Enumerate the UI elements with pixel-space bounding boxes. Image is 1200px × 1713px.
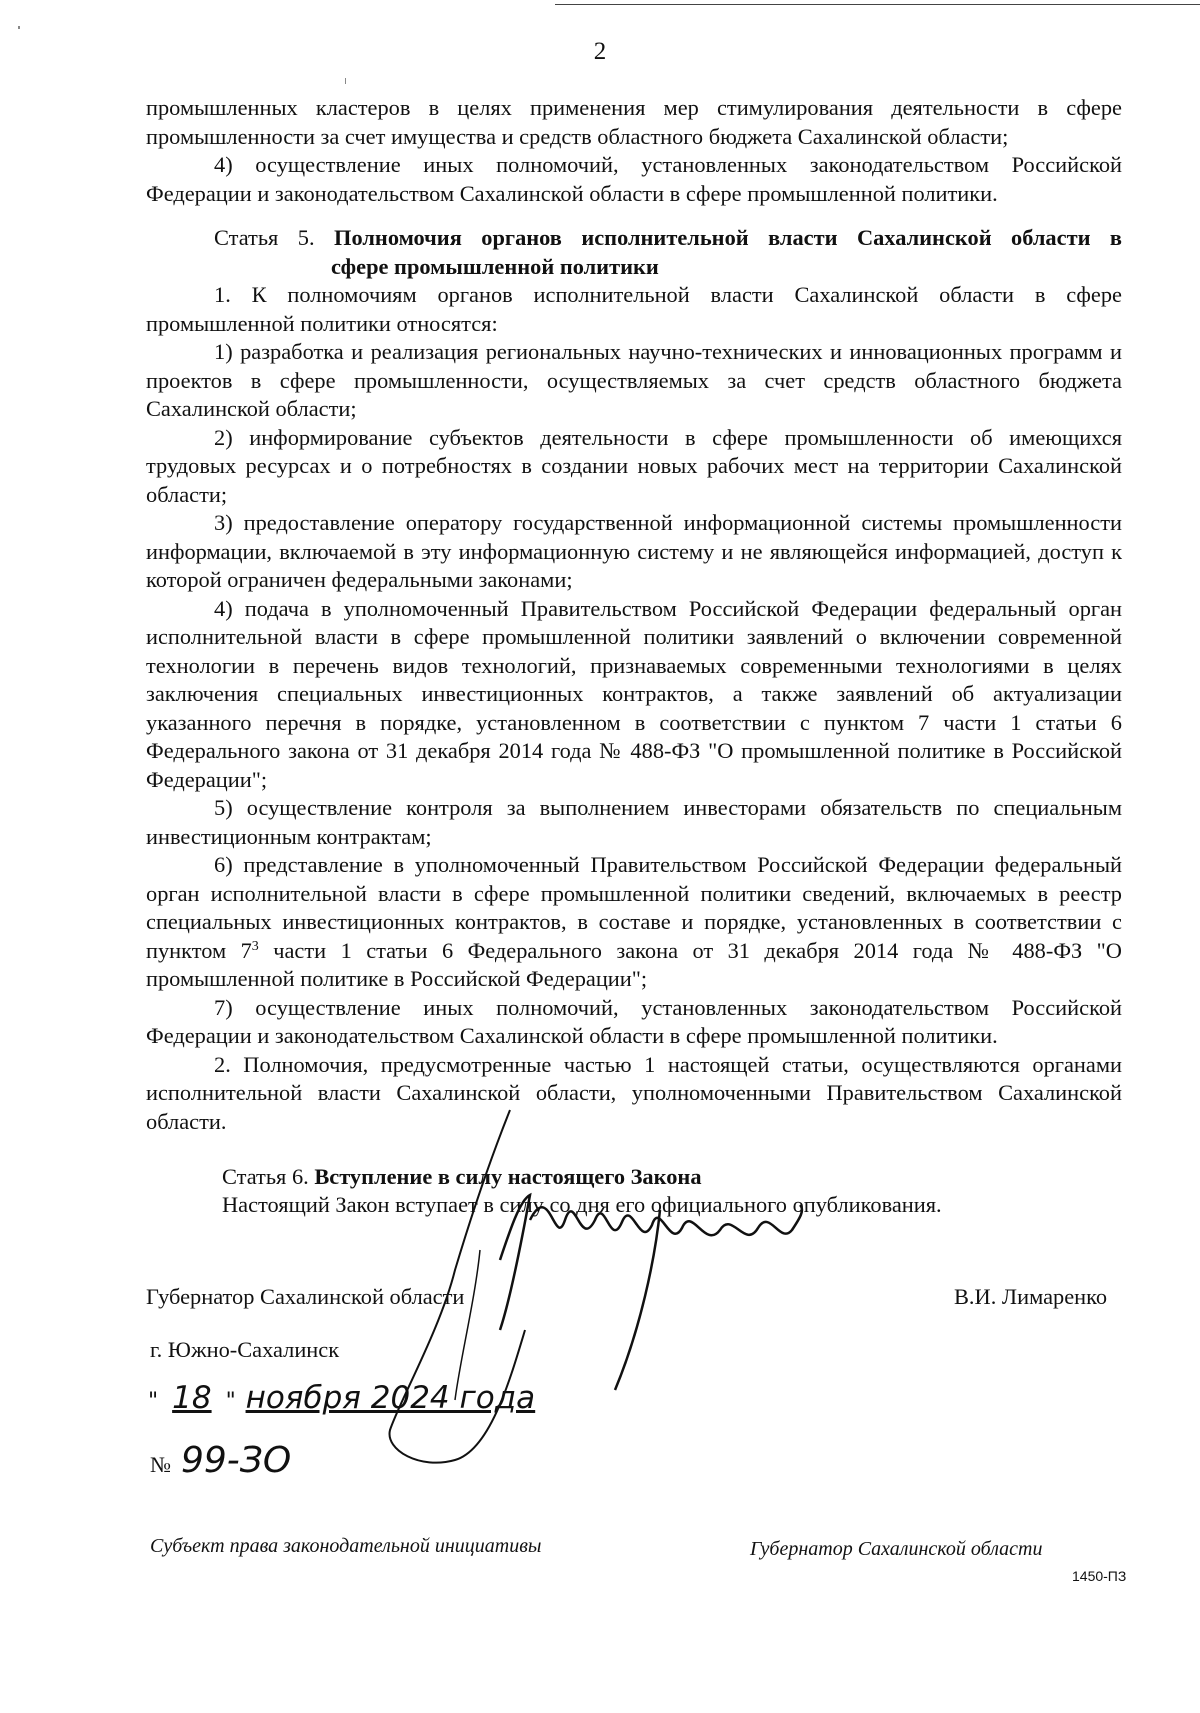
- document-body: [146, 94, 1122, 1136]
- list-item: 4) осуществление иных полномочий, установленных законодательством Российской Федерации и законодательством Сахалинской области в сфере промышленной политики.: [146, 152, 1122, 206]
- article-5-title-line2: сфере промышленной политики: [331, 253, 659, 279]
- list-item-text: части 1 статьи 6 Федерального закона от 31 декабря 2014 года № 488-ФЗ "О промышленной политике в Российской Федерации";: [146, 937, 1122, 991]
- number-label: №: [150, 1452, 171, 1477]
- law-number: [150, 1440, 291, 1481]
- scan-top-rule: [555, 4, 1200, 5]
- footer-right-stamp: Губернатор Сахалинской области: [750, 1538, 1043, 1560]
- article-6-text: Настоящий Закон вступает в силу со дня его официального опубликования.: [222, 1192, 942, 1217]
- article-6-title: Вступление в силу настоящего Закона: [314, 1164, 702, 1189]
- city: г. Южно-Сахалинск: [150, 1337, 340, 1362]
- scan-mark: [18, 26, 20, 29]
- signatory-position: Губернатор Сахалинской области: [146, 1284, 465, 1309]
- article-5-part2: 2. Полномочия, предусмотренные частью 1 настоящей статьи, осуществляются органами исполнительной власти Сахалинской области, уполномоченными Правительством Сахалинской области.: [146, 1051, 1122, 1134]
- list-item: 1) разработка и реализация региональных научно-технических и инновационных программ и проектов в сфере промышленности, осуществляемых за счет средств областного бюджета Сахалинской области;: [146, 339, 1122, 421]
- article-5-label: Статья 5.: [214, 225, 315, 250]
- list-item: [146, 851, 1122, 994]
- article-5-heading: [146, 224, 1122, 281]
- date-quote-open: ": [148, 1389, 159, 1414]
- date-quote-close: ": [225, 1389, 236, 1414]
- superscript: 3: [251, 938, 259, 954]
- date-day: 18: [172, 1380, 212, 1416]
- article-6-heading: [222, 1164, 702, 1190]
- page-number: 2: [593, 38, 607, 65]
- signing-date: [148, 1380, 535, 1416]
- footer-left-stamp: Субъект права законодательной инициативы: [150, 1535, 542, 1557]
- list-item: 3) предоставление оператору государственной информационной системы промышленности информации, включаемой в эту информационную систему и не являющейся информацией, доступ к которой ограничен федеральными законами;: [146, 510, 1122, 592]
- list-item: 4) подача в уполномоченный Правительством Российской Федерации федеральный орган исполнительной власти в сфере промышленной политики заявлений о включении современной технологии в перечень видов технологий, признаваемых современными технологиями в целях заключения специальных инвестиционных контрактов, а также заявлений об актуализации указанного перечня в порядке, установленном в соответствии с пунктом 7 части 1 статьи 6 Федерального закона от 31 декабря 2014 года № 488-ФЗ "О промышленной политике в Российской Федерации";: [146, 595, 1122, 792]
- document-code: 1450-ПЗ: [1072, 1568, 1127, 1584]
- article-6-label: Статья 6.: [222, 1164, 309, 1189]
- list-item: 7) осуществление иных полномочий, установленных законодательством Российской Федерации и законодательством Сахалинской области в сфере промышленной политики.: [146, 994, 1122, 1048]
- list-item: 5) осуществление контроля за выполнением инвесторами обязательств по специальным инвестиционным контрактам;: [146, 795, 1122, 849]
- continuation-paragraph: промышленных кластеров в целях применения мер стимулирования деятельности в сфере промышленности за счет имущества и средств областного бюджета Сахалинской области;: [146, 95, 1122, 149]
- article-5-title-line1: Полномочия органов исполнительной власти Сахалинской области в: [334, 225, 1122, 250]
- scan-mark: [345, 78, 346, 84]
- list-item: 2) информирование субъектов деятельности в сфере промышленности об имеющихся трудовых ресурсах и о потребностях в создании новых рабочих мест на территории Сахалинской области;: [146, 424, 1122, 507]
- article-5-heading-line1: [146, 224, 1122, 253]
- date-month-year: ноября 2024 года: [245, 1380, 536, 1416]
- signatory-name: В.И. Лимаренко: [954, 1284, 1108, 1309]
- list-item-text: 6) представление в уполномоченный Правительством Российской Федерации федеральный орган исполнительной власти в сфере промышленной политики сведений, включаемых в реестр специальных инвестиционных контрактов, в составе и порядке, установленных в соответствии с пунктом 7: [146, 852, 1122, 963]
- article-5-part1-intro: 1. К полномочиям органов исполнительной власти Сахалинской области в сфере промышленной политики относятся:: [146, 282, 1122, 336]
- number-value: 99-ЗО: [181, 1440, 292, 1481]
